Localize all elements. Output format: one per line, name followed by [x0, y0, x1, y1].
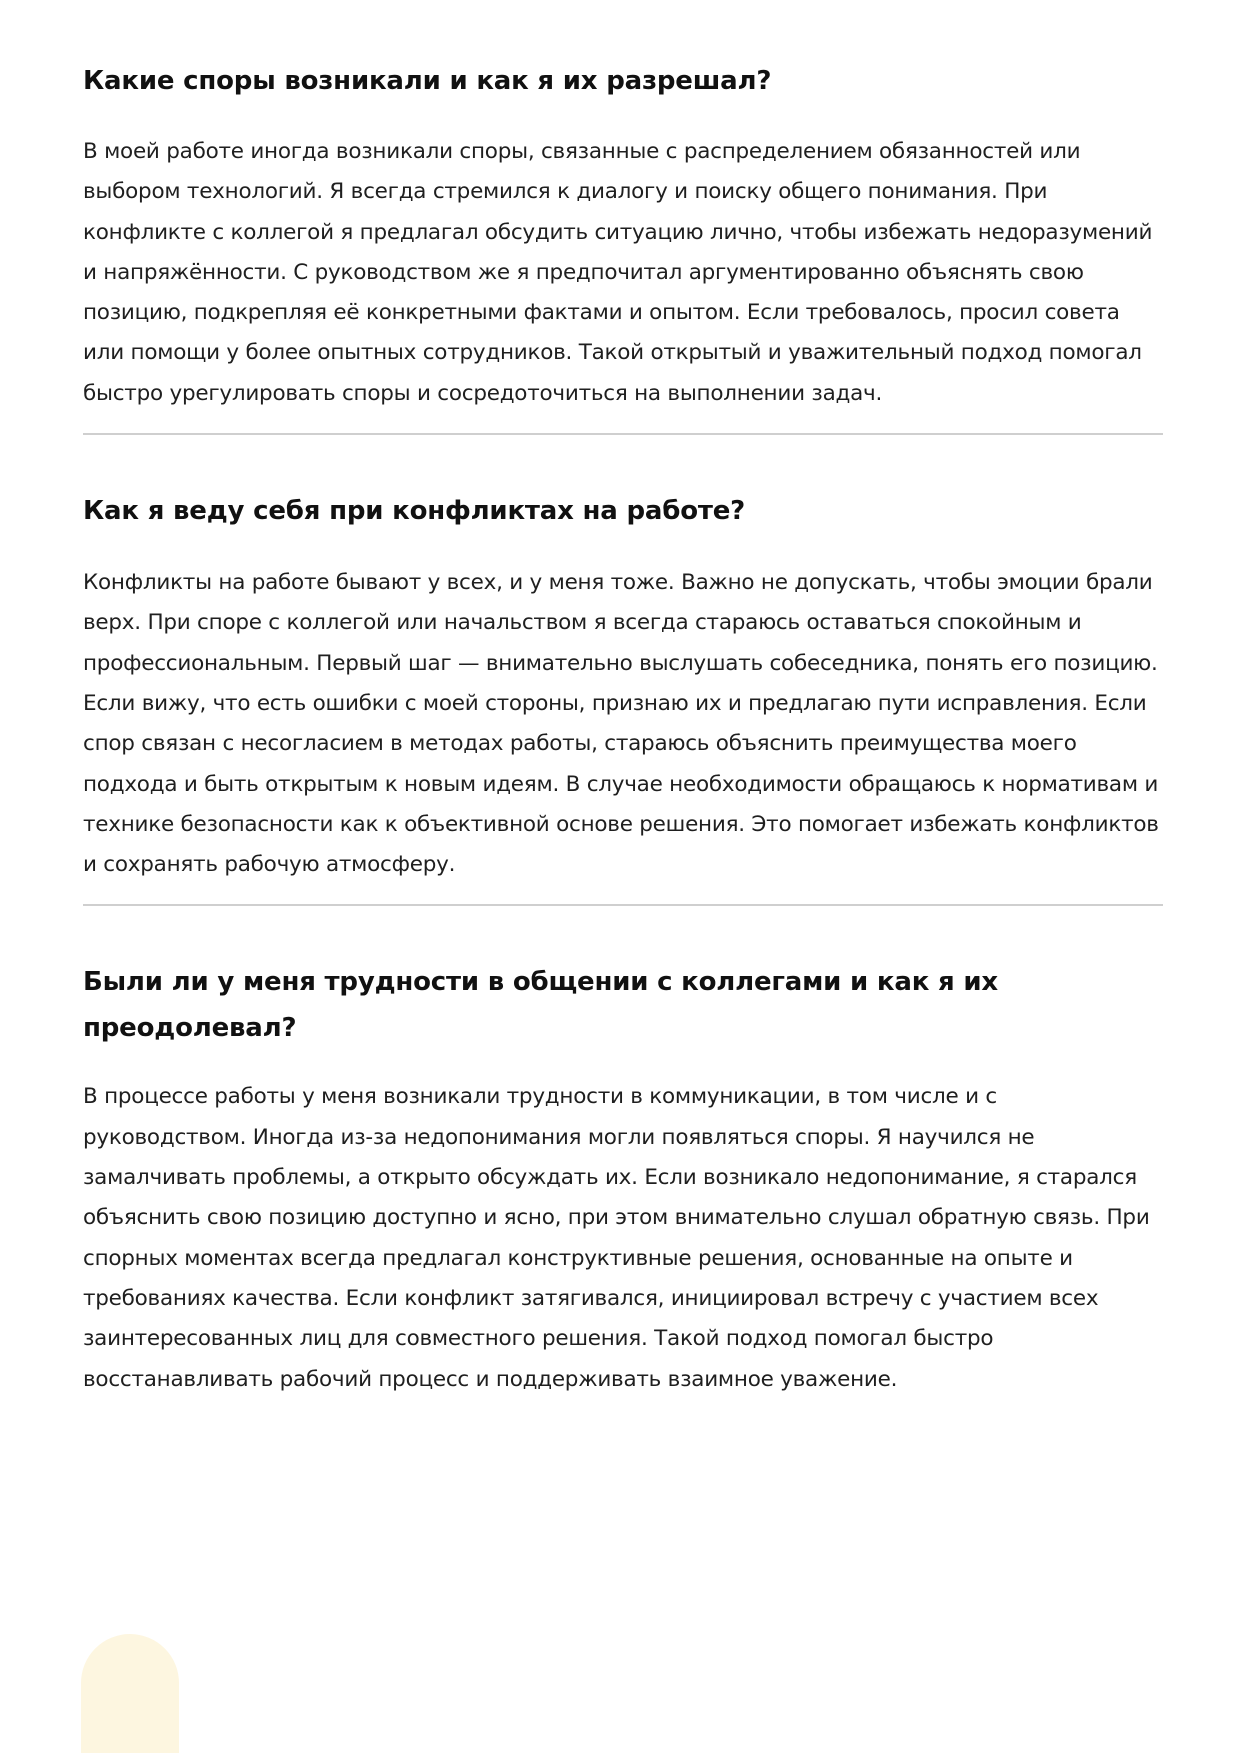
- section-body: Конфликты на работе бывают у всех, и у меня тоже. Важно не допускать, чтобы эмоции брали верх. При споре с коллегой или начальством я всегда стараюсь оставаться спокойным и профессиональным. Первый шаг — внимательно выслушать собеседника, понять его позицию. Если вижу, что есть ошибки с моей стороны, признаю их и предлагаю пути исправления. Если спор связан с несогласием в методах работы, стараюсь объяснить преимущества моего подхода и быть открытым к новым идеям. В случае необходимости обращаюсь к нормативам и технике безопасности как к объективной основе решения. Это помогает избежать конфликтов и сохранять рабочую атмосферу.: [83, 570, 1159, 878]
- decorative-shape: [81, 1634, 179, 1753]
- section-body: В моей работе иногда возникали споры, связанные с распределением обязанностей или выбором технологий. Я всегда стремился к диалогу и поиску общего понимания. При конфликте с коллегой я предлагал обсудить ситуацию лично, чтобы избежать недоразумений и напряжённости. С руководством же я предпочитал аргументированно объяснять свою позицию, подкрепляя её конкретными фактами и опытом. Если требовалось, просил совета или помощи у более опытных сотрудников. Такой открытый и уважительный подход помогал быстро урегулировать споры и сосредоточиться на выполнении задач.: [83, 139, 1153, 406]
- section-title: Как я веду себя при конфликтах на работе?: [83, 496, 746, 527]
- section-title: Какие споры возникали и как я их разрешал?: [83, 66, 772, 96]
- section-body: В процессе работы у меня возникали трудности в коммуникации, в том числе и с руководством. Иногда из-за недопонимания могли появляться споры. Я научился не замалчивать проблемы, а открыто обсуждать их. Если возникало недопонимание, я старался объяснить свою позицию доступно и ясно, при этом внимательно слушал обратную связь. При спорных моментах всегда предлагал конструктивные решения, основанные на опыте и требованиях качества. Если конфликт затягивался, инициировал встречу с участием всех заинтересованных лиц для совместного решения. Такой подход помогал быстро восстанавливать рабочий процесс и поддерживать взаимное уважение.: [83, 1084, 1150, 1392]
- document-page: [83, 58, 1163, 1400]
- section-divider: [83, 433, 1163, 435]
- section-title: Были ли у меня трудности в общении с коллегами и как я их преодолевал?: [83, 967, 998, 1044]
- section-divider: [83, 904, 1163, 906]
